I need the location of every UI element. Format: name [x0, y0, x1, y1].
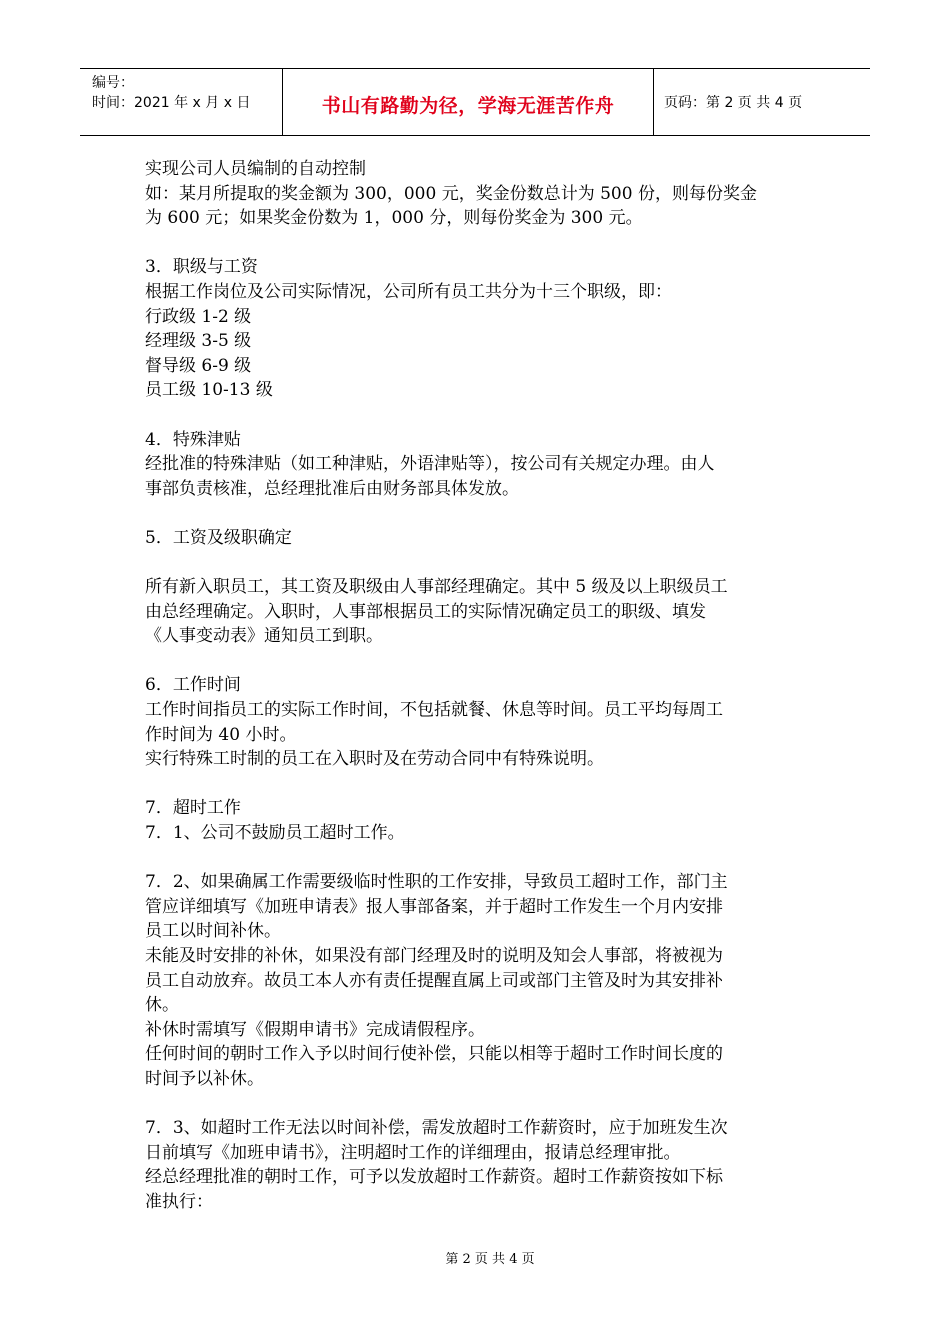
body-line: 休。: [145, 995, 179, 1016]
blank-line: [145, 403, 810, 428]
blank-line: [145, 1092, 810, 1117]
header-motto-cell: [282, 69, 654, 135]
body-line: 5．工资及级职确定: [145, 527, 292, 548]
body-line: 4．特殊津贴: [145, 429, 241, 450]
blank-line: [145, 231, 810, 256]
body-line: 实行特殊工时制的员工在入职时及在劳动合同中有特殊说明。: [145, 749, 604, 770]
body-line: 经总经理批准的朝时工作，可予以发放超时工作薪资。超时工作薪资按如下标: [145, 1167, 723, 1188]
blank-line: [145, 772, 810, 797]
body-line: 管应详细填写《加班申请表》报人事部备案，并于超时工作发生一个月内安排: [145, 896, 723, 917]
footer-page-number: 第 2 页 共 4 页: [445, 1252, 535, 1267]
body-line: 3．职级与工资: [145, 257, 258, 278]
body-line: 作时间为 40 小时。: [145, 724, 297, 745]
body-line: 根据工作岗位及公司实际情况，公司所有员工共分为十三个职级，即：: [145, 281, 672, 302]
body-line: 事部负责核准，总经理批准后由财务部具体发放。: [145, 478, 519, 499]
body-line: 时间予以补休。: [145, 1068, 264, 1089]
header-motto: 书山有路勤为径，学海无涯苦作舟: [321, 94, 615, 117]
body-line: 工作时间指员工的实际工作时间，不包括就餐、休息等时间。员工平均每周工: [145, 700, 723, 721]
body-line: 行政级 1-2 级: [145, 306, 252, 327]
body-line: 实现公司人员编制的自动控制: [145, 159, 366, 179]
document-body: [145, 157, 810, 1215]
body-line: 日前填写《加班申请书》，注明超时工作的详细理由，报请总经理审批。: [145, 1142, 681, 1163]
header-page-info-cell: [654, 69, 870, 135]
body-line: 6．工作时间: [145, 675, 241, 696]
body-line: 7．2、如果确属工作需要级临时性职的工作安排，导致员工超时工作，部门主: [145, 872, 728, 893]
blank-line: [145, 551, 810, 576]
body-line: 为 600 元；如果奖金份数为 1，000 分，则每份奖金为 300 元。: [145, 208, 643, 229]
body-line: 员工自动放弃。故员工本人亦有责任提醒直属上司或部门主管及时为其安排补: [145, 970, 723, 991]
page-header: [80, 68, 870, 136]
body-line: 7．超时工作: [145, 798, 241, 819]
blank-line: [145, 501, 810, 526]
blank-line: [145, 649, 810, 674]
body-line: 7．3、如超时工作无法以时间补偿，需发放超时工作薪资时，应于加班发生次: [145, 1118, 728, 1139]
page-footer: [0, 1248, 950, 1267]
body-line: 如：某月所提取的奖金额为 300，000 元，奖金份数总计为 500 份，则每份奖金: [145, 183, 757, 204]
body-line: 经理级 3-5 级: [145, 331, 252, 352]
document-number-label: 编号：: [92, 75, 134, 91]
body-line: 所有新入职员工，其工资及职级由人事部经理确定。其中 5 级及以上职级员工: [145, 577, 728, 598]
body-line: 由总经理确定。入职时，人事部根据员工的实际情况确定员工的职级、填发: [145, 601, 706, 622]
body-line: 员工以时间补休。: [145, 921, 281, 942]
body-line: 督导级 6-9 级: [145, 355, 252, 376]
body-line: 7．1、公司不鼓励员工超时工作。: [145, 823, 405, 844]
header-meta: [80, 69, 282, 135]
body-line: 未能及时安排的补休，如果没有部门经理及时的说明及知会人事部，将被视为: [145, 946, 723, 966]
document-date: 时间：2021 年 x 月 x 日: [92, 95, 251, 111]
body-line: 经批准的特殊津贴（如工种津贴，外语津贴等），按公司有关规定办理。由人: [145, 454, 715, 475]
blank-line: [145, 846, 810, 871]
body-line: 准执行：: [145, 1191, 213, 1212]
body-line: 《人事变动表》通知员工到职。: [145, 626, 383, 647]
header-page-info: 页码：第 2 页 共 4 页: [664, 95, 803, 111]
body-line: 任何时间的朝时工作入予以时间行使补偿，只能以相等于超时工作时间长度的: [145, 1044, 723, 1065]
body-line: 补休时需填写《假期申请书》完成请假程序。: [145, 1019, 485, 1040]
body-line: 员工级 10-13 级: [145, 380, 273, 401]
